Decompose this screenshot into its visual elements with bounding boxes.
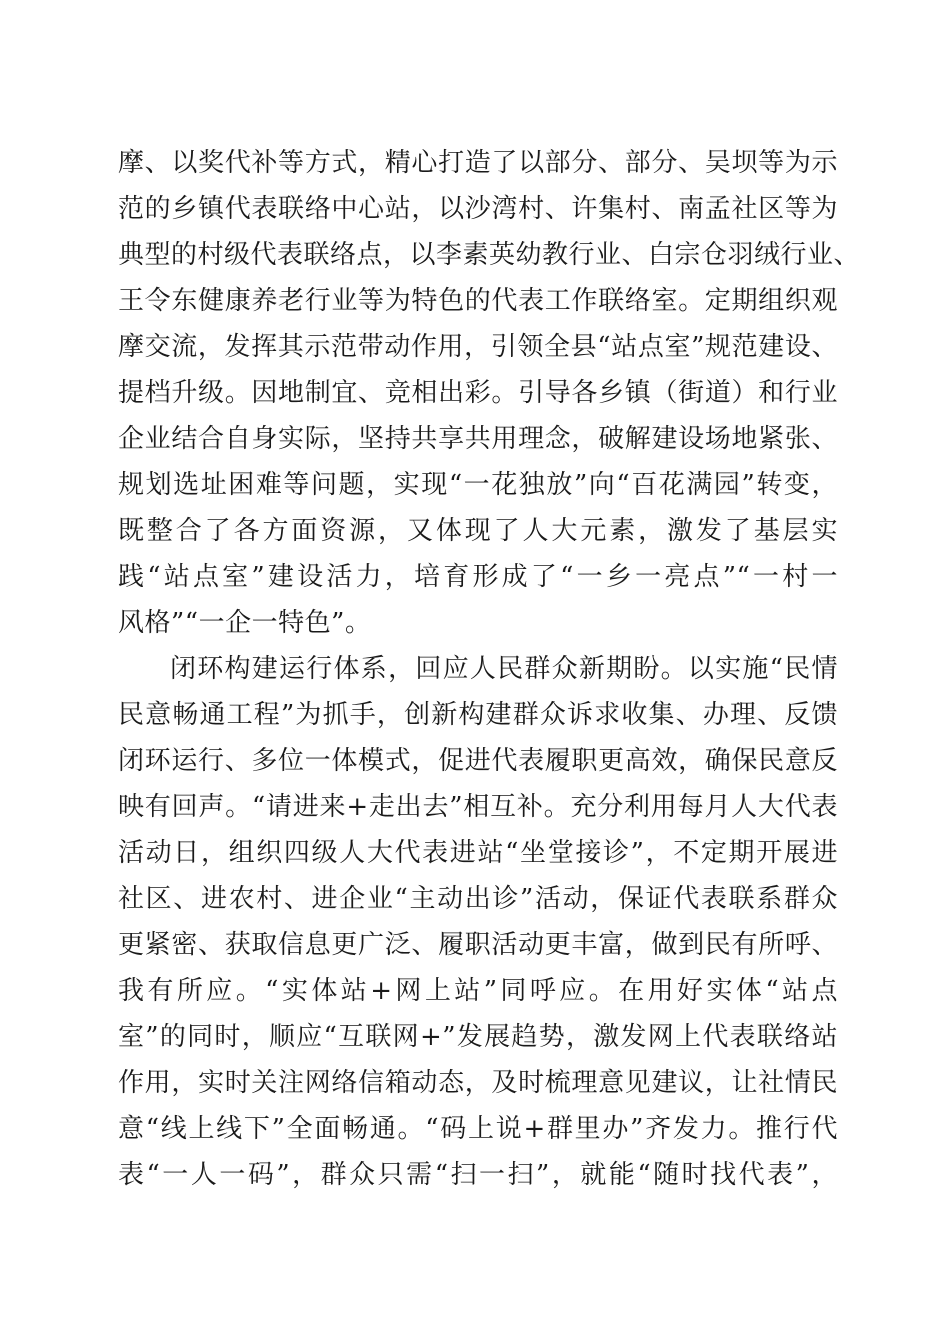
- text-line: 既整合了各方面资源，又体现了人大元素，激发了基层实: [118, 516, 838, 546]
- text-line: 摩交流，发挥其示范带动作用，引领全县“站点室”规范建设、: [118, 332, 838, 362]
- text-line: 我有所应。“实体站+网上站”同呼应。在用好实体“站点: [118, 976, 838, 1006]
- text-line: 作用，实时关注网络信箱动态，及时梳理意见建议，让社情民: [118, 1068, 838, 1098]
- text-line: 社区、进农村、进企业“主动出诊”活动，保证代表联系群众: [118, 884, 838, 914]
- text-line: 企业结合自身实际，坚持共享共用理念，破解建设场地紧张、: [118, 424, 838, 454]
- text-line: 意“线上线下”全面畅通。“码上说+群里办”齐发力。推行代: [118, 1114, 838, 1144]
- text-line: 活动日，组织四级人大代表进站“坐堂接诊”，不定期开展进: [118, 838, 838, 868]
- text-line: 王令东健康养老行业等为特色的代表工作联络室。定期组织观: [118, 286, 838, 316]
- text-line: 规划选址困难等问题，实现“一花独放”向“百花满园”转变，: [118, 470, 838, 500]
- body-text: [118, 140, 861, 1198]
- text-line: 表“一人一码”，群众只需“扫一扫”，就能“随时找代表”，: [118, 1160, 838, 1190]
- text-line: 闭环运行、多位一体模式，促进代表履职更高效，确保民意反: [118, 746, 838, 776]
- text-line: 提档升级。因地制宜、竞相出彩。引导各乡镇（街道）和行业: [118, 378, 838, 408]
- text-line: 摩、以奖代补等方式，精心打造了以部分、部分、吴坝等为示: [118, 148, 838, 178]
- text-line: 范的乡镇代表联络中心站，以沙湾村、许集村、南孟社区等为: [118, 194, 838, 224]
- text-line: 风格”“一企一特色”。: [118, 608, 372, 638]
- text-line: 映有回声。“请进来+走出去”相互补。充分利用每月人大代表: [118, 792, 838, 822]
- text-line: 践“站点室”建设活力，培育形成了“一乡一亮点”“一村一: [118, 562, 838, 592]
- text-line: 更紧密、获取信息更广泛、履职活动更丰富，做到民有所呼、: [118, 930, 838, 960]
- text-line: 室”的同时，顺应“互联网+”发展趋势，激发网上代表联络站: [118, 1022, 838, 1052]
- text-line: 典型的村级代表联络点，以李素英幼教行业、白宗仓羽绒行业、: [118, 240, 861, 270]
- paragraph-start-line: 闭环构建运行体系，回应人民群众新期盼。以实施“民情: [170, 654, 838, 684]
- text-line: 民意畅通工程”为抓手，创新构建群众诉求收集、办理、反馈: [118, 700, 838, 730]
